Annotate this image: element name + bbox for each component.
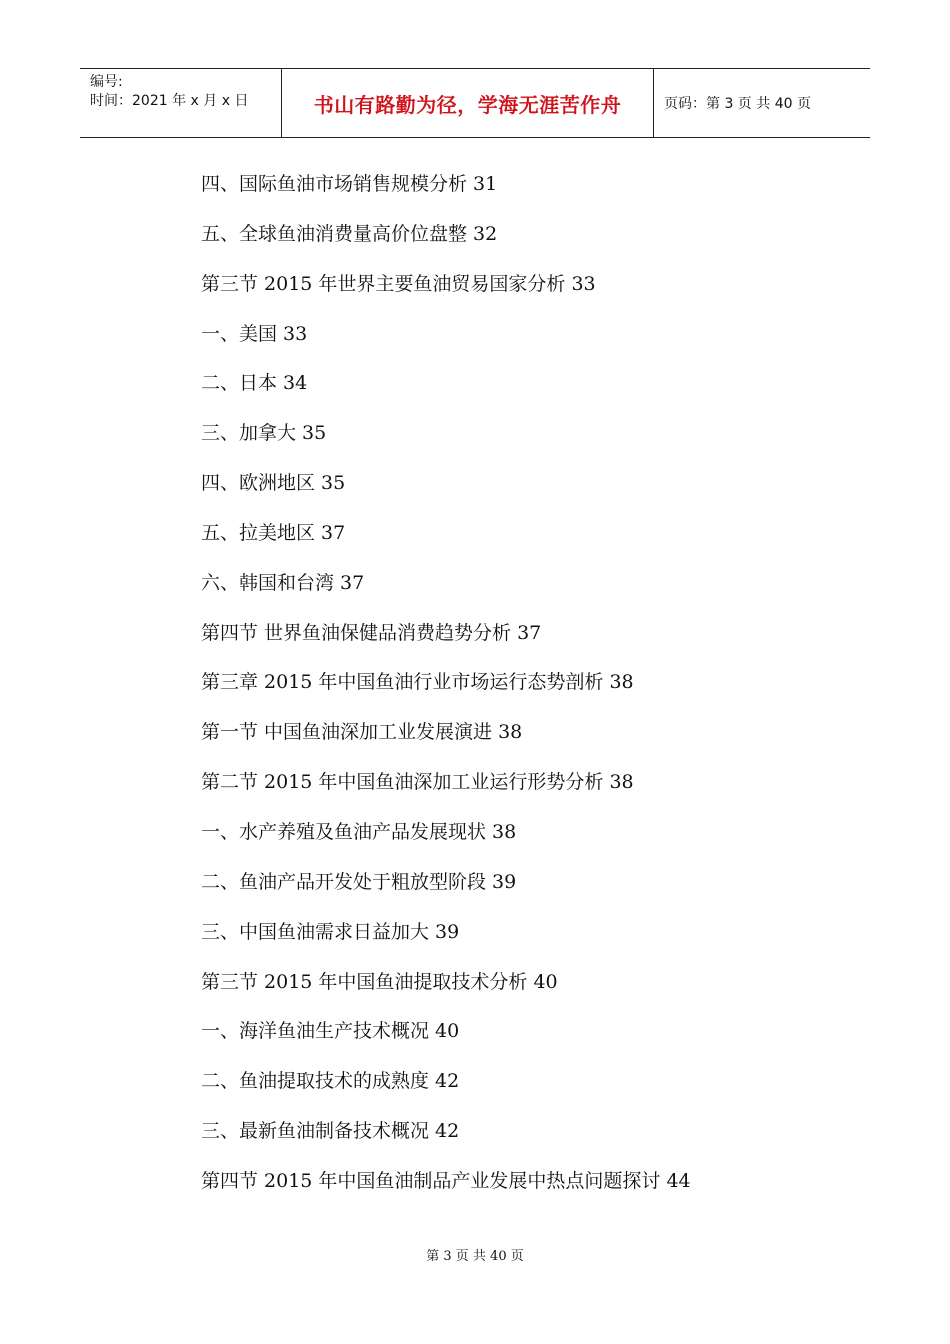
document-number-label: 编号:: [90, 74, 123, 90]
toc-entry: 二、鱼油提取技术的成熟度 42: [201, 1070, 460, 1093]
toc-entry: 第四节 2015 年中国鱼油制品产业发展中热点问题探讨 44: [201, 1169, 691, 1192]
toc-entry: 一、水产养殖及鱼油产品发展现状 38: [201, 820, 517, 843]
header-page-info: 页码：第 3 页 共 40 页: [664, 96, 811, 112]
toc-entry: 第一节 中国鱼油深加工业发展演进 38: [201, 721, 523, 744]
toc-entry: 六、韩国和台湾 37: [201, 571, 365, 594]
toc-entry: 第四节 世界鱼油保健品消费趋势分析 37: [201, 621, 542, 644]
toc-entry: 第三章 2015 年中国鱼油行业市场运行态势剖析 38: [201, 671, 634, 694]
toc-entry: 五、拉美地区 37: [201, 521, 346, 544]
page-footer: 第 3 页 共 40 页: [426, 1249, 524, 1264]
toc-entry: 第二节 2015 年中国鱼油深加工业运行形势分析 38: [201, 771, 634, 794]
toc-entry: 一、美国 33: [201, 322, 308, 345]
table-of-contents: [201, 166, 691, 1213]
header-motto: 书山有路勤为径，学海无涯苦作舟: [282, 69, 654, 137]
toc-entry: 一、海洋鱼油生产技术概况 40: [201, 1020, 460, 1043]
page-header: [80, 68, 870, 138]
toc-entry: 第三节 2015 年中国鱼油提取技术分析 40: [201, 970, 558, 993]
toc-entry: 三、加拿大 35: [201, 422, 327, 445]
toc-entry: 二、鱼油产品开发处于粗放型阶段 39: [201, 870, 517, 893]
toc-entry: 二、日本 34: [201, 372, 308, 395]
document-date: 时间：2021 年 x 月 x 日: [90, 93, 249, 109]
toc-entry: 三、最新鱼油制备技术概况 42: [201, 1120, 460, 1143]
toc-entry: 第三节 2015 年世界主要鱼油贸易国家分析 33: [201, 272, 596, 295]
toc-entry: 四、欧洲地区 35: [201, 472, 346, 495]
toc-entry: 三、中国鱼油需求日益加大 39: [201, 920, 460, 943]
toc-entry: 五、全球鱼油消费量高价位盘整 32: [201, 222, 498, 245]
header-meta: [80, 69, 282, 137]
toc-entry: 四、国际鱼油市场销售规模分析 31: [201, 173, 498, 195]
